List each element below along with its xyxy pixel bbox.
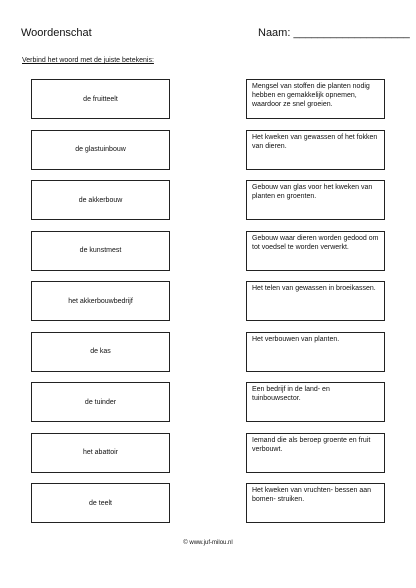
meaning-card[interactable]: Iemand die als beroep groente en fruit verbouwt. [246, 433, 385, 473]
meaning-card[interactable]: Het telen van gewassen in broeikassen. [246, 281, 385, 321]
word-card[interactable]: de kas [31, 332, 170, 372]
footer-credit: © www.juf-milou.nl [183, 540, 233, 546]
word-card[interactable]: het abattoir [31, 433, 170, 473]
meaning-card[interactable]: Het kweken van vruchten- bessen aan bomen- struiken. [246, 483, 385, 523]
instruction-text: Verbind het woord met de juiste betekenis: [22, 57, 154, 64]
meaning-card[interactable]: Het kweken van gewassen of het fokken van dieren. [246, 130, 385, 170]
meaning-card[interactable]: Gebouw waar dieren worden gedood om tot voedsel te worden verwerkt. [246, 231, 385, 271]
meaning-card[interactable]: Het verbouwen van planten. [246, 332, 385, 372]
word-card[interactable]: het akkerbouwbedrijf [31, 281, 170, 321]
meaning-card[interactable]: Gebouw van glas voor het kweken van planten en groenten. [246, 180, 385, 220]
word-card[interactable]: de teelt [31, 483, 170, 523]
word-card[interactable]: de tuinder [31, 382, 170, 422]
worksheet-title: Woordenschat [21, 27, 92, 39]
meaning-column [246, 79, 385, 534]
word-card[interactable]: de akkerbouw [31, 180, 170, 220]
meaning-card[interactable]: Mengsel van stoffen die planten nodig hebben en gemakkelijk opnemen, waardoor ze snel groeien. [246, 79, 385, 119]
word-card[interactable]: de kunstmest [31, 231, 170, 271]
word-card[interactable]: de glastuinbouw [31, 130, 170, 170]
meaning-card[interactable]: Een bedrijf in de land- en tuinbouwsector. [246, 382, 385, 422]
word-column [31, 79, 170, 534]
name-field: Naam: ___________________ [258, 27, 410, 39]
word-card[interactable]: de fruitteelt [31, 79, 170, 119]
